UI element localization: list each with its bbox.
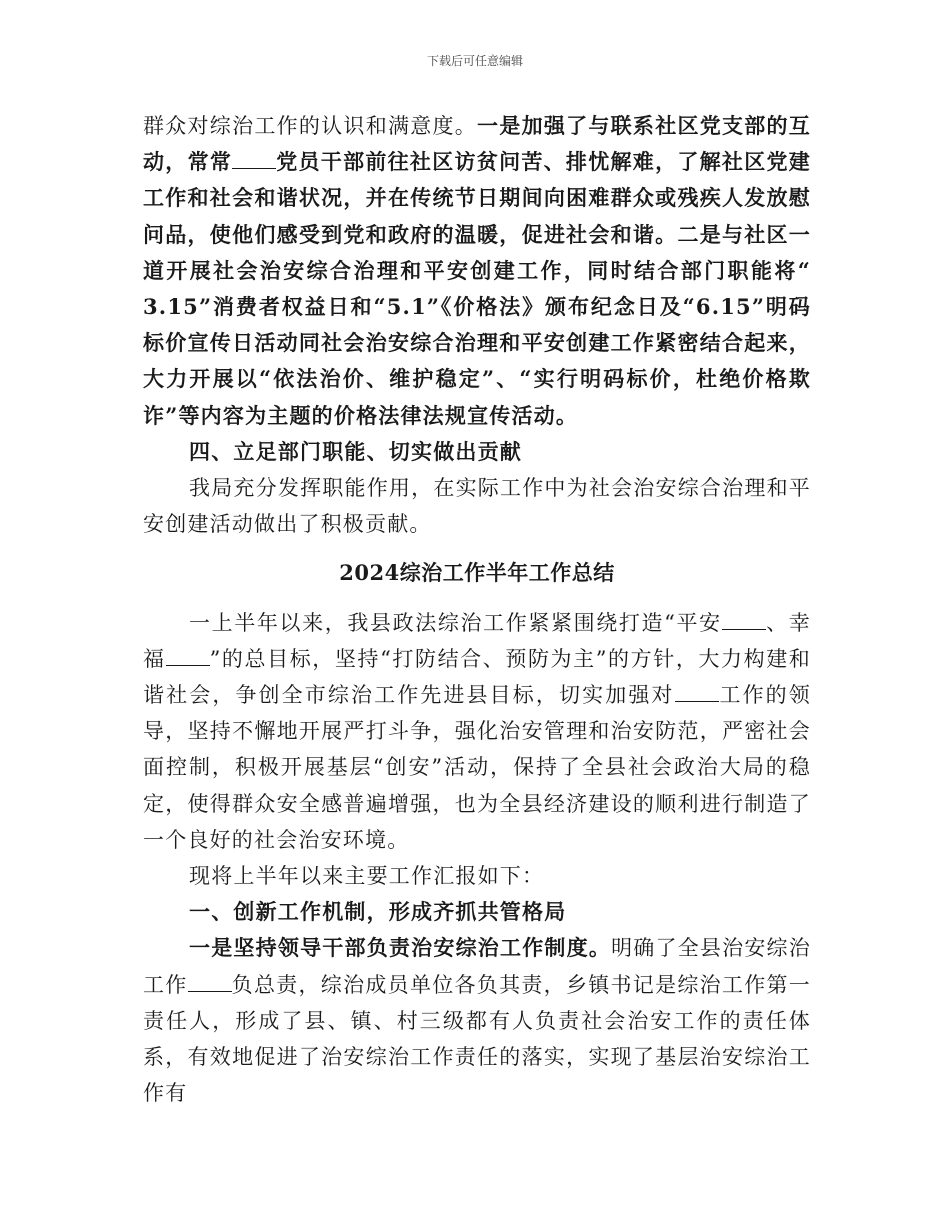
blank-line xyxy=(166,646,210,666)
paragraph-community-activities xyxy=(143,108,811,434)
paragraph-fragment: 一是加强了与联系社区党支部的互动，常常 xyxy=(143,113,812,175)
paragraph-leadership xyxy=(143,930,811,1111)
paragraph-report-intro: 现将上半年以来主要工作汇报如下： xyxy=(189,864,545,889)
paragraph-intro xyxy=(143,605,811,858)
paragraph-fragment: 、幸福 xyxy=(143,610,811,671)
document-body xyxy=(143,108,811,1111)
page-header: 下载后可任意编辑 xyxy=(426,54,523,68)
blank-line xyxy=(675,682,719,702)
paragraph-fragment: 负总责，综治成员单位各负其责，乡镇书记是综治工作第一责任人，形成了县、镇、村三级都有人负责社会治安工作的责任体系，有效地促进了治安综治工作责任的落实，实现了基层治安综治工作有 xyxy=(143,972,811,1106)
paragraph-fragment: 明确了全县治安综治工作 xyxy=(143,936,811,997)
paragraph-fragment: 工作的领导，坚持不懈地开展严打斗争，强化治安管理和治安防范，严密社会面控制，积极开展基层“创安”活动，保持了全县社会政治大局的稳定，使得群众安全感普遍增强，也为全县经济建设的顺利进行制造了一个良好的社会治安环境。 xyxy=(143,683,811,852)
blank-line xyxy=(232,149,276,169)
section-heading-4: 四、立足部门职能、切实做出贡献 xyxy=(189,438,522,464)
blank-line xyxy=(722,610,766,630)
paragraph-contribution: 我局充分发挥职能作用，在实际工作中为社会治安综合治理和平安创建活动做出了积极贡献。 xyxy=(143,476,811,537)
blank-line xyxy=(188,972,232,992)
paragraph-fragment: 一上半年以来，我县政法综治工作紧紧围绕打造“平安 xyxy=(189,610,722,635)
paragraph-fragment: ”的总目标，坚持“打防结合、预防为主”的方针，大力构建和谐社会，争创全市综治工作先进县目标，切实加强对 xyxy=(143,646,811,708)
document-title: 2024综治工作半年工作总结 xyxy=(339,560,615,586)
paragraph-fragment: 群众对综治工作的认识和满意度。 xyxy=(143,114,478,138)
paragraph-fragment: 党员干部前往社区访贫问苦、排忧解难，了解社区党建工作和社会和谐状况，并在传统节日期间向困难群众或残疾人发放慰问品，使他们感受到党和政府的温暖，促进社会和谐。二是与社区一道开展社会治安综合治理和平安创建工作，同时结合部门职能将“ 3.15”消费者权益日和“5.1”《价格法》颁布纪念日及“6.15”明码标价宣传日活动同社会治安综合治理和平安创建工作紧密结合起来，大力开展以“依法治价、维护稳定”、“实行明码标价，杜绝价格欺诈”等内容为主题的价格法律法规宣传活动。 xyxy=(143,149,811,428)
paragraph-lead: 一是坚持领导干部负责治安综治工作制度。 xyxy=(189,935,612,961)
section-heading-1: 一、创新工作机制，形成齐抓共管格局 xyxy=(189,899,567,925)
